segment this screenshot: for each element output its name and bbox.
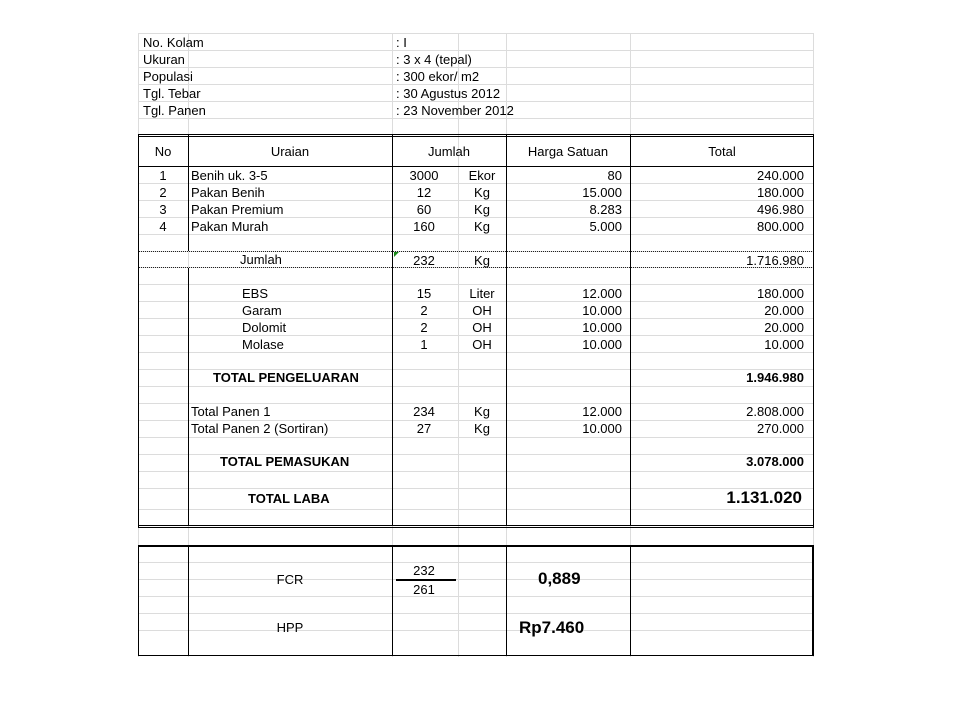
panen-total: 2.808.000 bbox=[746, 404, 804, 419]
extra-qty: 2 bbox=[420, 303, 428, 318]
spreadsheet bbox=[138, 33, 814, 657]
item-harga: 15.000 bbox=[582, 185, 622, 200]
extra-uraian: Garam bbox=[242, 303, 282, 318]
panen-uraian: Total Panen 1 bbox=[191, 404, 271, 419]
header-total: Total bbox=[708, 144, 736, 159]
extra-uraian: EBS bbox=[242, 286, 269, 301]
fcr-label: FCR bbox=[276, 572, 304, 587]
item-qty: 12 bbox=[416, 185, 432, 200]
item-harga: 80 bbox=[607, 168, 622, 183]
gridline bbox=[138, 471, 814, 472]
info-value-populasi: : 300 ekor/ m2 bbox=[396, 69, 480, 84]
panen-total: 270.000 bbox=[757, 421, 804, 436]
info-value-tebar: : 30 Agustus 2012 bbox=[396, 86, 501, 101]
jumlah-total: 1.716.980 bbox=[746, 253, 804, 268]
gridline bbox=[138, 509, 814, 510]
extra-harga: 12.000 bbox=[582, 286, 622, 301]
header-jumlah: Jumlah bbox=[428, 144, 470, 159]
item-no: 3 bbox=[159, 202, 167, 217]
total-pengeluaran-value: 1.946.980 bbox=[746, 370, 804, 385]
extra-unit: OH bbox=[472, 320, 492, 335]
gridline bbox=[138, 50, 814, 51]
info-value-kolam: : I bbox=[396, 35, 407, 50]
item-unit: Ekor bbox=[468, 168, 496, 183]
item-total: 180.000 bbox=[757, 185, 804, 200]
jumlah-qty: 232 bbox=[413, 253, 435, 268]
panen-harga: 10.000 bbox=[582, 421, 622, 436]
item-qty: 160 bbox=[413, 219, 435, 234]
item-no: 1 bbox=[159, 168, 167, 183]
item-harga: 8.283 bbox=[589, 202, 622, 217]
gridline bbox=[138, 386, 814, 387]
panen-unit: Kg bbox=[474, 421, 490, 436]
total-laba-label: TOTAL LABA bbox=[248, 491, 330, 506]
item-qty: 3000 bbox=[409, 168, 439, 183]
header-uraian: Uraian bbox=[270, 144, 310, 159]
info-label-populasi: Populasi bbox=[143, 69, 193, 84]
item-no: 2 bbox=[159, 185, 167, 200]
info-value-panen: : 23 November 2012 bbox=[396, 103, 514, 118]
total-pengeluaran-label: TOTAL PENGELUARAN bbox=[213, 370, 359, 385]
extra-total: 180.000 bbox=[757, 286, 804, 301]
extra-qty: 1 bbox=[420, 337, 428, 352]
info-label-panen: Tgl. Panen bbox=[143, 103, 206, 118]
gridline bbox=[138, 33, 814, 34]
panen-uraian: Total Panen 2 (Sortiran) bbox=[191, 421, 329, 436]
extra-harga: 10.000 bbox=[582, 337, 622, 352]
extra-unit: OH bbox=[472, 337, 492, 352]
info-label-ukuran: Ukuran bbox=[143, 52, 185, 67]
gridline bbox=[138, 613, 814, 614]
extra-harga: 10.000 bbox=[582, 320, 622, 335]
extra-qty: 2 bbox=[420, 320, 428, 335]
info-value-ukuran: : 3 x 4 (tepal) bbox=[396, 52, 472, 67]
hpp-value: Rp7.460 bbox=[519, 618, 585, 637]
extra-harga: 10.000 bbox=[582, 303, 622, 318]
item-uraian: Benih uk. 3-5 bbox=[191, 168, 268, 183]
extra-total: 20.000 bbox=[764, 320, 804, 335]
panen-unit: Kg bbox=[474, 404, 490, 419]
info-label-kolam: No. Kolam bbox=[143, 35, 204, 50]
panen-qty: 27 bbox=[416, 421, 432, 436]
extra-unit: Liter bbox=[469, 286, 495, 301]
gridline bbox=[138, 562, 814, 563]
item-uraian: Pakan Benih bbox=[191, 185, 265, 200]
total-laba-value: 1.131.020 bbox=[726, 488, 802, 507]
extra-uraian: Molase bbox=[242, 337, 284, 352]
gridline bbox=[138, 596, 814, 597]
item-qty: 60 bbox=[416, 202, 432, 217]
panen-qty: 234 bbox=[413, 404, 435, 419]
item-total: 496.980 bbox=[757, 202, 804, 217]
total-pemasukan-label: TOTAL PEMASUKAN bbox=[220, 454, 350, 469]
item-uraian: Pakan Premium bbox=[191, 202, 284, 217]
item-unit: Kg bbox=[474, 219, 490, 234]
extra-unit: OH bbox=[472, 303, 492, 318]
fcr-denominator: 261 bbox=[413, 582, 435, 597]
header-no: No bbox=[154, 144, 172, 159]
item-total: 800.000 bbox=[757, 219, 804, 234]
item-uraian: Pakan Murah bbox=[191, 219, 269, 234]
jumlah-unit: Kg bbox=[474, 253, 490, 268]
item-total: 240.000 bbox=[757, 168, 804, 183]
info-label-tebar: Tgl. Tebar bbox=[143, 86, 201, 101]
extra-total: 10.000 bbox=[764, 337, 804, 352]
jumlah-label: Jumlah bbox=[240, 252, 282, 267]
extra-qty: 15 bbox=[416, 286, 432, 301]
extra-uraian: Dolomit bbox=[242, 320, 287, 335]
item-unit: Kg bbox=[474, 185, 490, 200]
item-harga: 5.000 bbox=[589, 219, 622, 234]
total-pemasukan-value: 3.078.000 bbox=[746, 454, 804, 469]
fcr-value: 0,889 bbox=[538, 569, 581, 588]
hpp-label: HPP bbox=[276, 620, 304, 635]
gridline bbox=[138, 437, 814, 438]
fcr-numerator: 232 bbox=[413, 563, 435, 578]
item-no: 4 bbox=[159, 219, 167, 234]
item-unit: Kg bbox=[474, 202, 490, 217]
extra-total: 20.000 bbox=[764, 303, 804, 318]
header-harga: Harga Satuan bbox=[527, 144, 609, 159]
panen-harga: 12.000 bbox=[582, 404, 622, 419]
